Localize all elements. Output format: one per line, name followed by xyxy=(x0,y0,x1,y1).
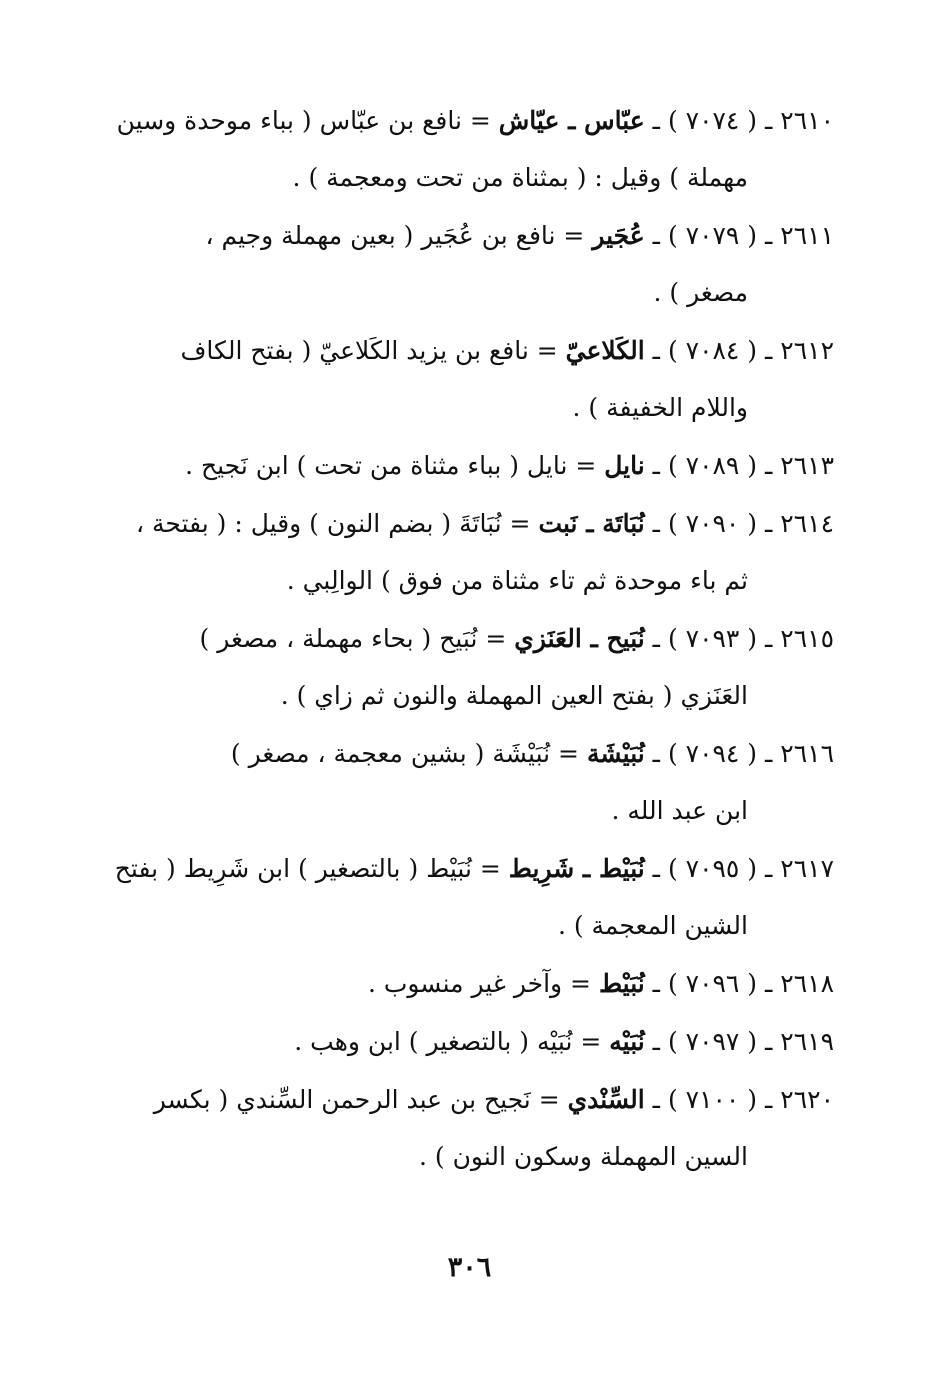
entry-text-line1: = نُبَيح ( بحاء مهملة ، مصغر ) xyxy=(199,624,507,653)
entry-text-line1: = نُبَيْه ( بالتصغير ) ابن وهب . xyxy=(294,1027,602,1056)
entry-headword: نايل xyxy=(604,451,645,480)
entry-text-line2: الشين المعجمة ) . xyxy=(557,911,748,940)
entry-ref: ( ٧٠٩٣ ) xyxy=(667,624,758,653)
entry-headword: نُبَيح ـ العَنَزي xyxy=(514,624,645,653)
entry-ref: ( ٧٠٨٤ ) xyxy=(667,336,758,365)
entry-2620: ٢٦٢٠ ـ ( ٧١٠٠ ) ـ السِّنْدي = نَجيح بن عبد الرحمن السِّندي ( بكسر السين المهملة وسكون النون ) . xyxy=(84,1071,834,1185)
entry-headword: عبّاس ـ عيّاش xyxy=(498,106,645,135)
entry-number: ٢٦١٥ xyxy=(780,624,834,653)
entry-text-line2: السين المهملة وسكون النون ) . xyxy=(418,1142,748,1171)
entry-2617: ٢٦١٧ ـ ( ٧٠٩٥ ) ـ نُبَيْط ـ شَرِيط = نُبَيْط ( بالتصغير ) ابن شَرِيط ( بفتح الشين المعجمة ) . xyxy=(84,840,834,954)
entry-text-line1: = نُبَيْشَة ( بشين معجمة ، مصغر ) xyxy=(230,739,579,768)
entry-headword: نُبَيْشَة xyxy=(586,739,645,768)
entry-ref: ( ٧٠٩٧ ) xyxy=(667,1027,758,1056)
entry-headword: نُبَاتَة ـ نَبت xyxy=(538,509,645,538)
entry-text-line1: = نُبَيْط ( بالتصغير ) ابن شَرِيط ( بفتح xyxy=(114,854,501,883)
entry-ref: ( ٧٠٩٤ ) xyxy=(667,739,758,768)
entry-text-line2: ثم باء موحدة ثم تاء مثناة من فوق ) الوالِبي . xyxy=(286,566,748,595)
entry-number: ٢٦١٩ xyxy=(780,1027,834,1056)
entry-ref: ( ٧٠٨٩ ) xyxy=(667,451,758,480)
entry-headword: عُجَير xyxy=(592,221,645,250)
entry-number: ٢٦٢٠ xyxy=(780,1085,834,1114)
entry-2611: ٢٦١١ ـ ( ٧٠٧٩ ) ـ عُجَير = نافع بن عُجَير ( بعين مهملة وجيم ، مصغر ) . xyxy=(84,207,834,321)
entry-number: ٢٦١٠ xyxy=(780,106,834,135)
entry-2618: ٢٦١٨ ـ ( ٧٠٩٦ ) ـ نُبَيْط = وآخر غير منسوب . xyxy=(367,969,834,998)
entry-ref: ( ٧٠٧٤ ) xyxy=(667,106,758,135)
entry-2613: ٢٦١٣ ـ ( ٧٠٨٩ ) ـ نايل = نايل ( بباء مثناة من تحت ) ابن نَجيح . xyxy=(185,451,834,480)
entry-number: ٢٦١٢ xyxy=(780,336,834,365)
entry-ref: ( ٧٠٩٥ ) xyxy=(667,854,758,883)
page-body xyxy=(84,92,834,1186)
entry-text-line2: واللام الخفيفة ) . xyxy=(572,393,748,422)
entry-number: ٢٦١١ xyxy=(780,221,834,250)
entry-headword: نُبَيْه xyxy=(609,1027,645,1056)
entry-2614: ٢٦١٤ ـ ( ٧٠٩٠ ) ـ نُبَاتَة ـ نَبت = نُبَاتَةَ ( بضم النون ) وقيل : ( بفتحة ، ثم باء موحدة ثم تاء مثناة من فوق ) الوالِبي . xyxy=(84,495,834,609)
entry-text-line1: = نافع بن عبّاس ( بباء موحدة وسين xyxy=(116,106,491,135)
entry-text-line1: = وآخر غير منسوب . xyxy=(367,969,591,998)
page-number: ٣٠٦ xyxy=(447,1252,492,1283)
entry-ref: ( ٧٠٧٩ ) xyxy=(667,221,758,250)
entry-text-line2: مهملة ) وقيل : ( بمثناة من تحت ومعجمة ) . xyxy=(292,163,748,192)
entry-text-line2: ابن عبد الله . xyxy=(611,796,748,825)
entry-text-line1: = نافع بن يزيد الكَلاعيّ ( بفتح الكاف xyxy=(180,336,558,365)
entry-number: ٢٦١٧ xyxy=(780,854,834,883)
entry-2616: ٢٦١٦ ـ ( ٧٠٩٤ ) ـ نُبَيْشَة = نُبَيْشَة ( بشين معجمة ، مصغر ) ابن عبد الله . xyxy=(84,725,834,839)
entry-ref: ( ٧٠٩٦ ) xyxy=(667,969,758,998)
entry-ref: ( ٧١٠٠ ) xyxy=(667,1085,758,1114)
entry-headword: الكَلاعيّ xyxy=(565,336,645,365)
entry-text-line1: = نافع بن عُجَير ( بعين مهملة وجيم ، xyxy=(205,221,585,250)
entry-text-line2: العَنَزي ( بفتح العين المهملة والنون ثم زاي ) . xyxy=(280,681,748,710)
entry-number: ٢٦١٨ xyxy=(780,969,834,998)
entry-headword: نُبَيْط ـ شَرِيط xyxy=(508,854,645,883)
entry-number: ٢٦١٣ xyxy=(780,451,834,480)
entry-text-line1: = نايل ( بباء مثناة من تحت ) ابن نَجيح . xyxy=(185,451,597,480)
entry-2612: ٢٦١٢ ـ ( ٧٠٨٤ ) ـ الكَلاعيّ = نافع بن يزيد الكَلاعيّ ( بفتح الكاف واللام الخفيفة ) . xyxy=(84,322,834,436)
entry-text-line2: مصغر ) . xyxy=(653,278,748,307)
entry-headword: نُبَيْط xyxy=(598,969,645,998)
entry-number: ٢٦١٤ xyxy=(780,509,834,538)
entry-text-line1: = نُبَاتَةَ ( بضم النون ) وقيل : ( بفتحة ، xyxy=(136,509,531,538)
entry-number: ٢٦١٦ xyxy=(780,739,834,768)
entry-ref: ( ٧٠٩٠ ) xyxy=(667,509,758,538)
entry-headword: السِّنْدي xyxy=(567,1085,645,1114)
entry-2615: ٢٦١٥ ـ ( ٧٠٩٣ ) ـ نُبَيح ـ العَنَزي = نُبَيح ( بحاء مهملة ، مصغر ) العَنَزي ( بفتح العين المهملة والنون ثم زاي ) . xyxy=(84,610,834,724)
entry-2619: ٢٦١٩ ـ ( ٧٠٩٧ ) ـ نُبَيْه = نُبَيْه ( بالتصغير ) ابن وهب . xyxy=(294,1027,834,1056)
entry-2610: ٢٦١٠ ـ ( ٧٠٧٤ ) ـ عبّاس ـ عيّاش = نافع بن عبّاس ( بباء موحدة وسين مهملة ) وقيل : ( بمثناة من تحت ومعجمة ) . xyxy=(84,92,834,206)
entry-text-line1: = نَجيح بن عبد الرحمن السِّندي ( بكسر xyxy=(153,1085,560,1114)
